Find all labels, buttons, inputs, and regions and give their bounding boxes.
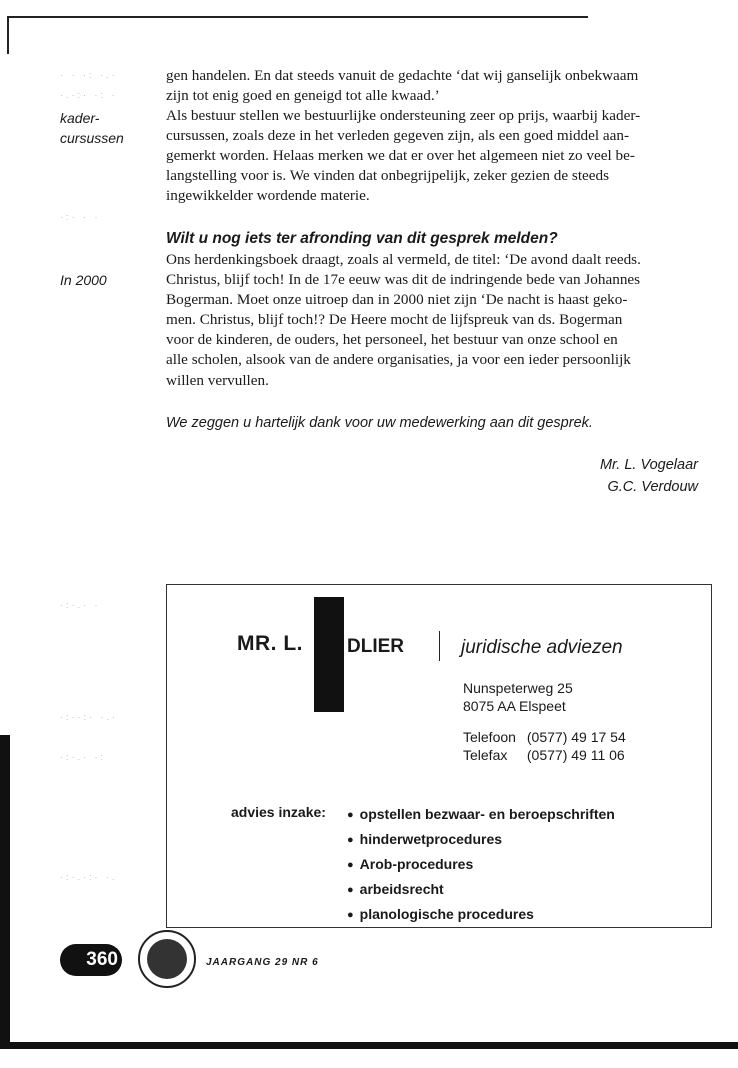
sidenote-in-2000: In 2000 bbox=[60, 272, 107, 288]
left-tick bbox=[7, 16, 9, 54]
text-line: alle scholen, alsook van de andere organisaties, ja voor een ieder persoonlijk bbox=[166, 351, 631, 369]
page-footer bbox=[60, 930, 380, 990]
page-number: 360 bbox=[60, 944, 122, 976]
text-line: voor de kinderen, de ouders, het personeel, het bestuur van onze school en bbox=[166, 331, 618, 349]
advice-label: advies inzake: bbox=[231, 804, 326, 820]
scan-edge-shadow bbox=[0, 735, 10, 1045]
ad-contact bbox=[463, 728, 626, 764]
journal-issue: JAARGANG 29 NR 6 bbox=[206, 957, 319, 968]
thanks-line: We zeggen u hartelijk dank voor uw medewerking aan dit gesprek. bbox=[166, 415, 593, 431]
address-line: Nunspeterweg 25 bbox=[463, 680, 573, 696]
ad-divider bbox=[439, 631, 440, 661]
text-line: zijn tot enig goed en geneigd tot alle kwaad.’ bbox=[166, 87, 440, 105]
fax-label: Telefax bbox=[463, 747, 508, 763]
phone-number: (0577) 49 17 54 bbox=[526, 729, 626, 745]
closing-question: Wilt u nog iets ter afronding van dit gesprek melden? bbox=[166, 230, 558, 247]
ad-tagline: juridische adviezen bbox=[461, 637, 623, 658]
scan-noise: · · ·: ·.· bbox=[60, 70, 118, 80]
journal-seal-icon bbox=[138, 930, 196, 988]
paragraph-1 bbox=[166, 66, 716, 106]
sidenote-line: kader- bbox=[60, 110, 100, 126]
list-item: ● opstellen bezwaar- en beroepschriften bbox=[347, 803, 615, 828]
ad-name-suffix: DLIER bbox=[347, 636, 404, 657]
scan-noise: ·:·.·:· ·. bbox=[60, 872, 118, 882]
scan-noise: ·:·.· ·: bbox=[60, 752, 106, 762]
address-line: 8075 AA Elspeet bbox=[463, 698, 566, 714]
text-line: langstelling voor is. We vinden dat onbegrijpelijk, zeker gezien de steeds bbox=[166, 167, 610, 185]
sidenote-kadercursussen bbox=[60, 108, 124, 148]
paragraph-3 bbox=[166, 250, 716, 391]
text-line: Als bestuur stellen we bestuurlijke ondersteuning zeer op prijs, waarbij kader- bbox=[166, 107, 641, 124]
list-item: ● planologische procedures bbox=[347, 903, 615, 928]
text-line: Ons herdenkingsboek draagt, zoals al vermeld, de titel: ‘De avond daalt reeds. bbox=[166, 251, 641, 268]
bottom-rule bbox=[0, 1042, 738, 1049]
list-item: ● Arob-procedures bbox=[347, 853, 615, 878]
text-line: willen vervullen. bbox=[166, 371, 269, 389]
list-item: ● arbeidsrecht bbox=[347, 878, 615, 903]
ad-name-prefix: MR. L. bbox=[237, 632, 303, 655]
sidenote-line: cursussen bbox=[60, 130, 124, 146]
scan-noise: ·:··:· ·.· bbox=[60, 712, 118, 722]
scan-noise: ·.·:· ·: · bbox=[60, 90, 118, 100]
fax-row bbox=[463, 746, 626, 764]
text-line: men. Christus, blijf toch!? De Heere mocht de lijfspreuk van ds. Bogerman bbox=[166, 311, 623, 329]
text-line: gemerkt worden. Helaas merken we dat er over het algemeen niet zo veel be- bbox=[166, 147, 635, 165]
advertisement-box bbox=[166, 584, 712, 928]
scan-noise: ·:·.· · bbox=[60, 600, 101, 610]
signature-vogelaar: Mr. L. Vogelaar bbox=[599, 457, 698, 473]
text-line: cursussen, zoals deze in het verleden gegeven zijn, als een goed middel aan- bbox=[166, 127, 630, 145]
text-line: gen handelen. En dat steeds vanuit de gedachte ‘dat wij ganselijk onbekwaam bbox=[166, 67, 639, 84]
text-line: Bogerman. Moet onze uitroep dan in 2000 niet zijn ‘De nacht is haast geko- bbox=[166, 291, 628, 309]
phone-row bbox=[463, 728, 626, 746]
redaction-block bbox=[314, 597, 344, 712]
services-list bbox=[347, 803, 615, 928]
phone-label: Telefoon bbox=[463, 729, 516, 745]
text-line: ingewikkelder wordende materie. bbox=[166, 187, 370, 205]
scan-noise: ·:· · · bbox=[60, 212, 101, 222]
signature-verdouw: G.C. Verdouw bbox=[607, 479, 698, 495]
fax-number: (0577) 49 11 06 bbox=[526, 747, 625, 763]
ad-address bbox=[463, 679, 573, 715]
top-rule bbox=[8, 16, 588, 18]
list-item: ● hinderwetprocedures bbox=[347, 828, 615, 853]
text-line: Christus, blijf toch! In de 17e eeuw was dit de indringende bede van Johannes bbox=[166, 271, 641, 289]
paragraph-2 bbox=[166, 106, 716, 206]
